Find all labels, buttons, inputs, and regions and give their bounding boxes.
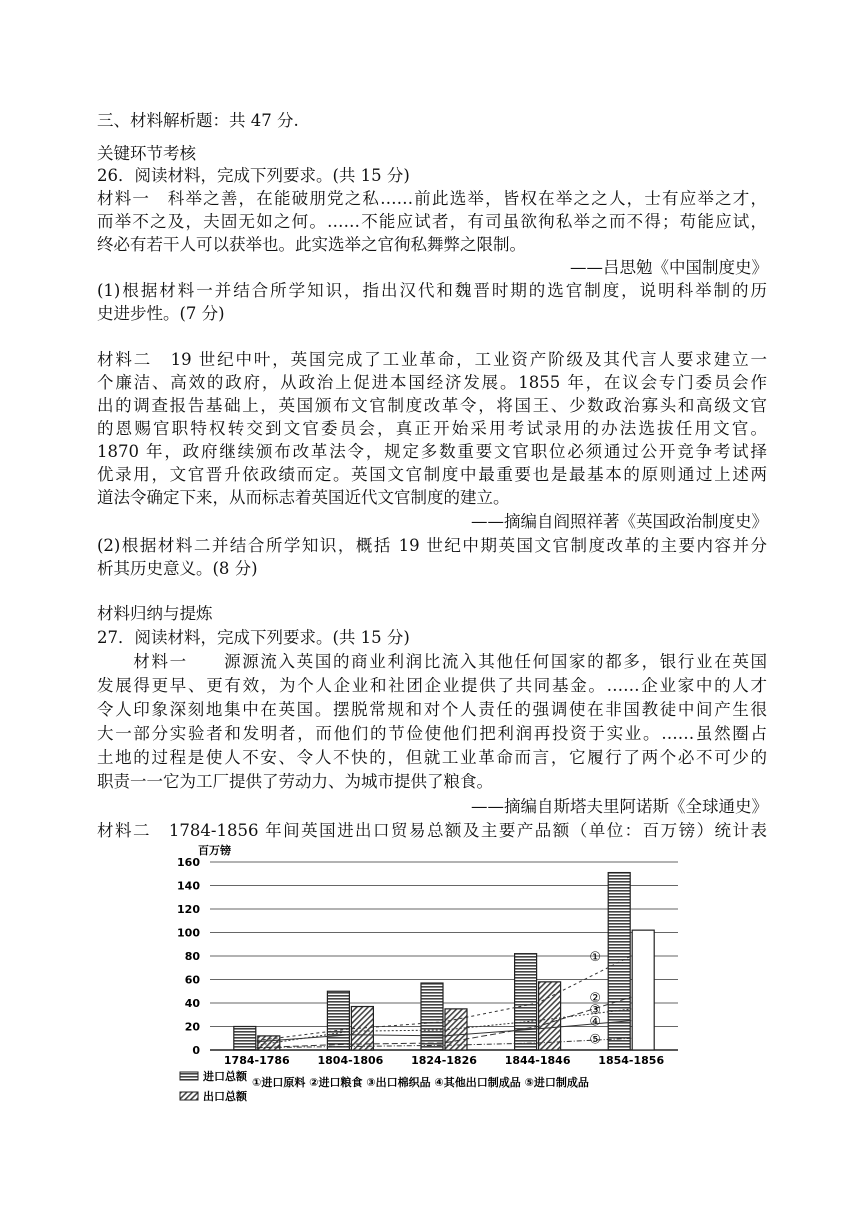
import-total-bar bbox=[608, 873, 630, 1050]
q26-material2-line: 优录用，文官晋升依政绩而定。英国文官制度中最重要也是最基本的原则通过上述两 bbox=[97, 465, 767, 484]
y-tick-label: 100 bbox=[177, 926, 200, 940]
q26-material2-line: 道法令确定下来，从而标志着英国近代文官制度的建立。 bbox=[97, 488, 510, 507]
series-marker-label: ① bbox=[589, 950, 602, 965]
q27-material1-line: 职责一一它为工厂提供了劳动力、为城市提供了粮食。 bbox=[97, 772, 493, 791]
series-marker-label: ④ bbox=[589, 1014, 602, 1030]
export-total-bar bbox=[539, 982, 561, 1050]
q27-material1-source: ——摘编自斯塔夫里阿诺斯《全球通史》 bbox=[471, 797, 768, 816]
x-tick-label: 1824-1826 bbox=[411, 1054, 477, 1067]
y-tick-label: 80 bbox=[184, 950, 200, 963]
q26-material2-line: 的恩赐官职特权转交到文官委员会，真正开始采用考试录用的办法选拔任用文官。 bbox=[97, 419, 767, 438]
series-line bbox=[257, 1021, 631, 1042]
q26-heading: 关键环节考核 bbox=[97, 144, 196, 163]
y-tick-label: 0 bbox=[192, 1044, 200, 1057]
series-line bbox=[257, 956, 631, 1041]
q26-question: 26．阅读材料，完成下列要求。(共 15 分) bbox=[97, 166, 410, 185]
q26-material1-line: 终必有若干人可以获举也。此实选举之官徇私舞弊之限制。 bbox=[97, 235, 526, 254]
legend-lines-label: ①进口原料 ②进口粮食 ③出口棉织品 ④其他出口制成品 ⑤进口制成品 bbox=[252, 1076, 589, 1089]
q27-material1-line: 土地的过程是使人不安、令人不快的，但就工业革命而言，它履行了两个必不可少的 bbox=[97, 748, 767, 767]
series-marker-label: ③ bbox=[589, 1002, 602, 1018]
q26-material1-line: 材料一 科举之善，在能破朋党之私……前此选举，皆权在举之之人，士有应举之才， bbox=[97, 189, 767, 208]
q27-question: 27．阅读材料，完成下列要求。(共 15 分) bbox=[97, 628, 410, 647]
x-tick-label: 1804-1806 bbox=[317, 1054, 384, 1067]
import-total-bar bbox=[327, 991, 349, 1050]
series-marker-label: ② bbox=[589, 991, 602, 1007]
series-line bbox=[257, 997, 631, 1048]
legend-export-label: 出口总额 bbox=[203, 1090, 247, 1103]
q26-material1-source: ——吕思勉《中国制度史》 bbox=[570, 258, 768, 277]
series-line bbox=[257, 1038, 631, 1047]
y-tick-label: 160 bbox=[177, 856, 200, 869]
q26-material2-line: 个廉洁、高效的政府，从政治上促进本国经济发展。1855 年，在议会专门委员会作 bbox=[97, 373, 767, 392]
y-tick-label: 20 bbox=[184, 1020, 200, 1034]
section-title: 三、材料解析题：共 47 分. bbox=[97, 111, 299, 130]
q27-material1-line: 令人印象深刻地集中在英国。摆脱常规和对个人责任的强调使在非国教徒中间产生很 bbox=[97, 700, 767, 719]
y-tick-label: 40 bbox=[184, 997, 200, 1010]
y-tick-label: 140 bbox=[177, 879, 200, 893]
x-tick-label: 1784-1786 bbox=[223, 1054, 290, 1067]
chart-unit-label: 百万镑 bbox=[198, 844, 231, 857]
y-tick-label: 60 bbox=[184, 973, 200, 987]
series-line bbox=[257, 1009, 631, 1048]
legend-import-label: 进口总额 bbox=[203, 1070, 247, 1083]
q27-material1-line: 大一部分实验者和发明者，而他们的节俭使他们把利润再投资于实业。……虽然圈占 bbox=[97, 724, 767, 743]
q27-material1-line: 材料一 源源流入英国的商业利润比流入其他任何国家的都多，银行业在英国 bbox=[97, 652, 767, 671]
q26-material2-line: 出的调查报告基础上，英国颁布文官制度改革令，将国王、少数政治寡头和高级文官 bbox=[97, 396, 767, 415]
q26-subquestion2-line: (2)根据材料二并结合所学知识，概括 19 世纪中期英国文官制度改革的主要内容并分 bbox=[97, 536, 767, 555]
q27-material2-title: 材料二 1784-1856 年间英国进出口贸易总额及主要产品额（单位：百万镑）统计表 bbox=[97, 821, 767, 840]
y-tick-label: 120 bbox=[177, 903, 200, 916]
q27-material1-line: 发展得更早、更有效，为个人企业和社团企业提供了共同基金。……企业家中的人才 bbox=[97, 676, 767, 695]
import-total-bar bbox=[421, 983, 443, 1050]
q26-subquestion1-line: 史进步性。(7 分) bbox=[97, 304, 225, 323]
legend-export-swatch bbox=[180, 1092, 198, 1100]
q26-material2-source: ——摘编自阎照祥著《英国政治制度史》 bbox=[471, 512, 768, 531]
q26-subquestion2-line: 析其历史意义。(8 分) bbox=[97, 559, 258, 578]
q26-subquestion1-line: (1)根据材料一并结合所学知识，指出汉代和魏晋时期的选官制度，说明科举制的历 bbox=[97, 281, 767, 300]
series-marker-label: ⑤ bbox=[589, 1032, 602, 1048]
import-total-bar bbox=[234, 1027, 256, 1051]
trade-bar-chart bbox=[170, 842, 710, 1112]
import-total-bar bbox=[515, 954, 537, 1050]
x-tick-label: 1854-1856 bbox=[598, 1054, 665, 1067]
q26-material2-line: 1870 年，政府继续颁布改革法令，规定多数重要文官职位必须通过公开竞争考试择 bbox=[97, 442, 767, 461]
q27-heading: 材料归纳与提炼 bbox=[97, 604, 213, 623]
legend-import-swatch bbox=[180, 1072, 198, 1080]
export-total-bar bbox=[632, 930, 654, 1050]
q26-material2-line: 材料二 19 世纪中叶，英国完成了工业革命，工业资产阶级及其代言人要求建立一 bbox=[97, 350, 767, 369]
x-tick-label: 1844-1846 bbox=[504, 1054, 571, 1067]
q26-material1-line: 而举不之及，夫固无如之何。……不能应试者，有司虽欲徇私举之而不得；苟能应试， bbox=[97, 212, 767, 231]
